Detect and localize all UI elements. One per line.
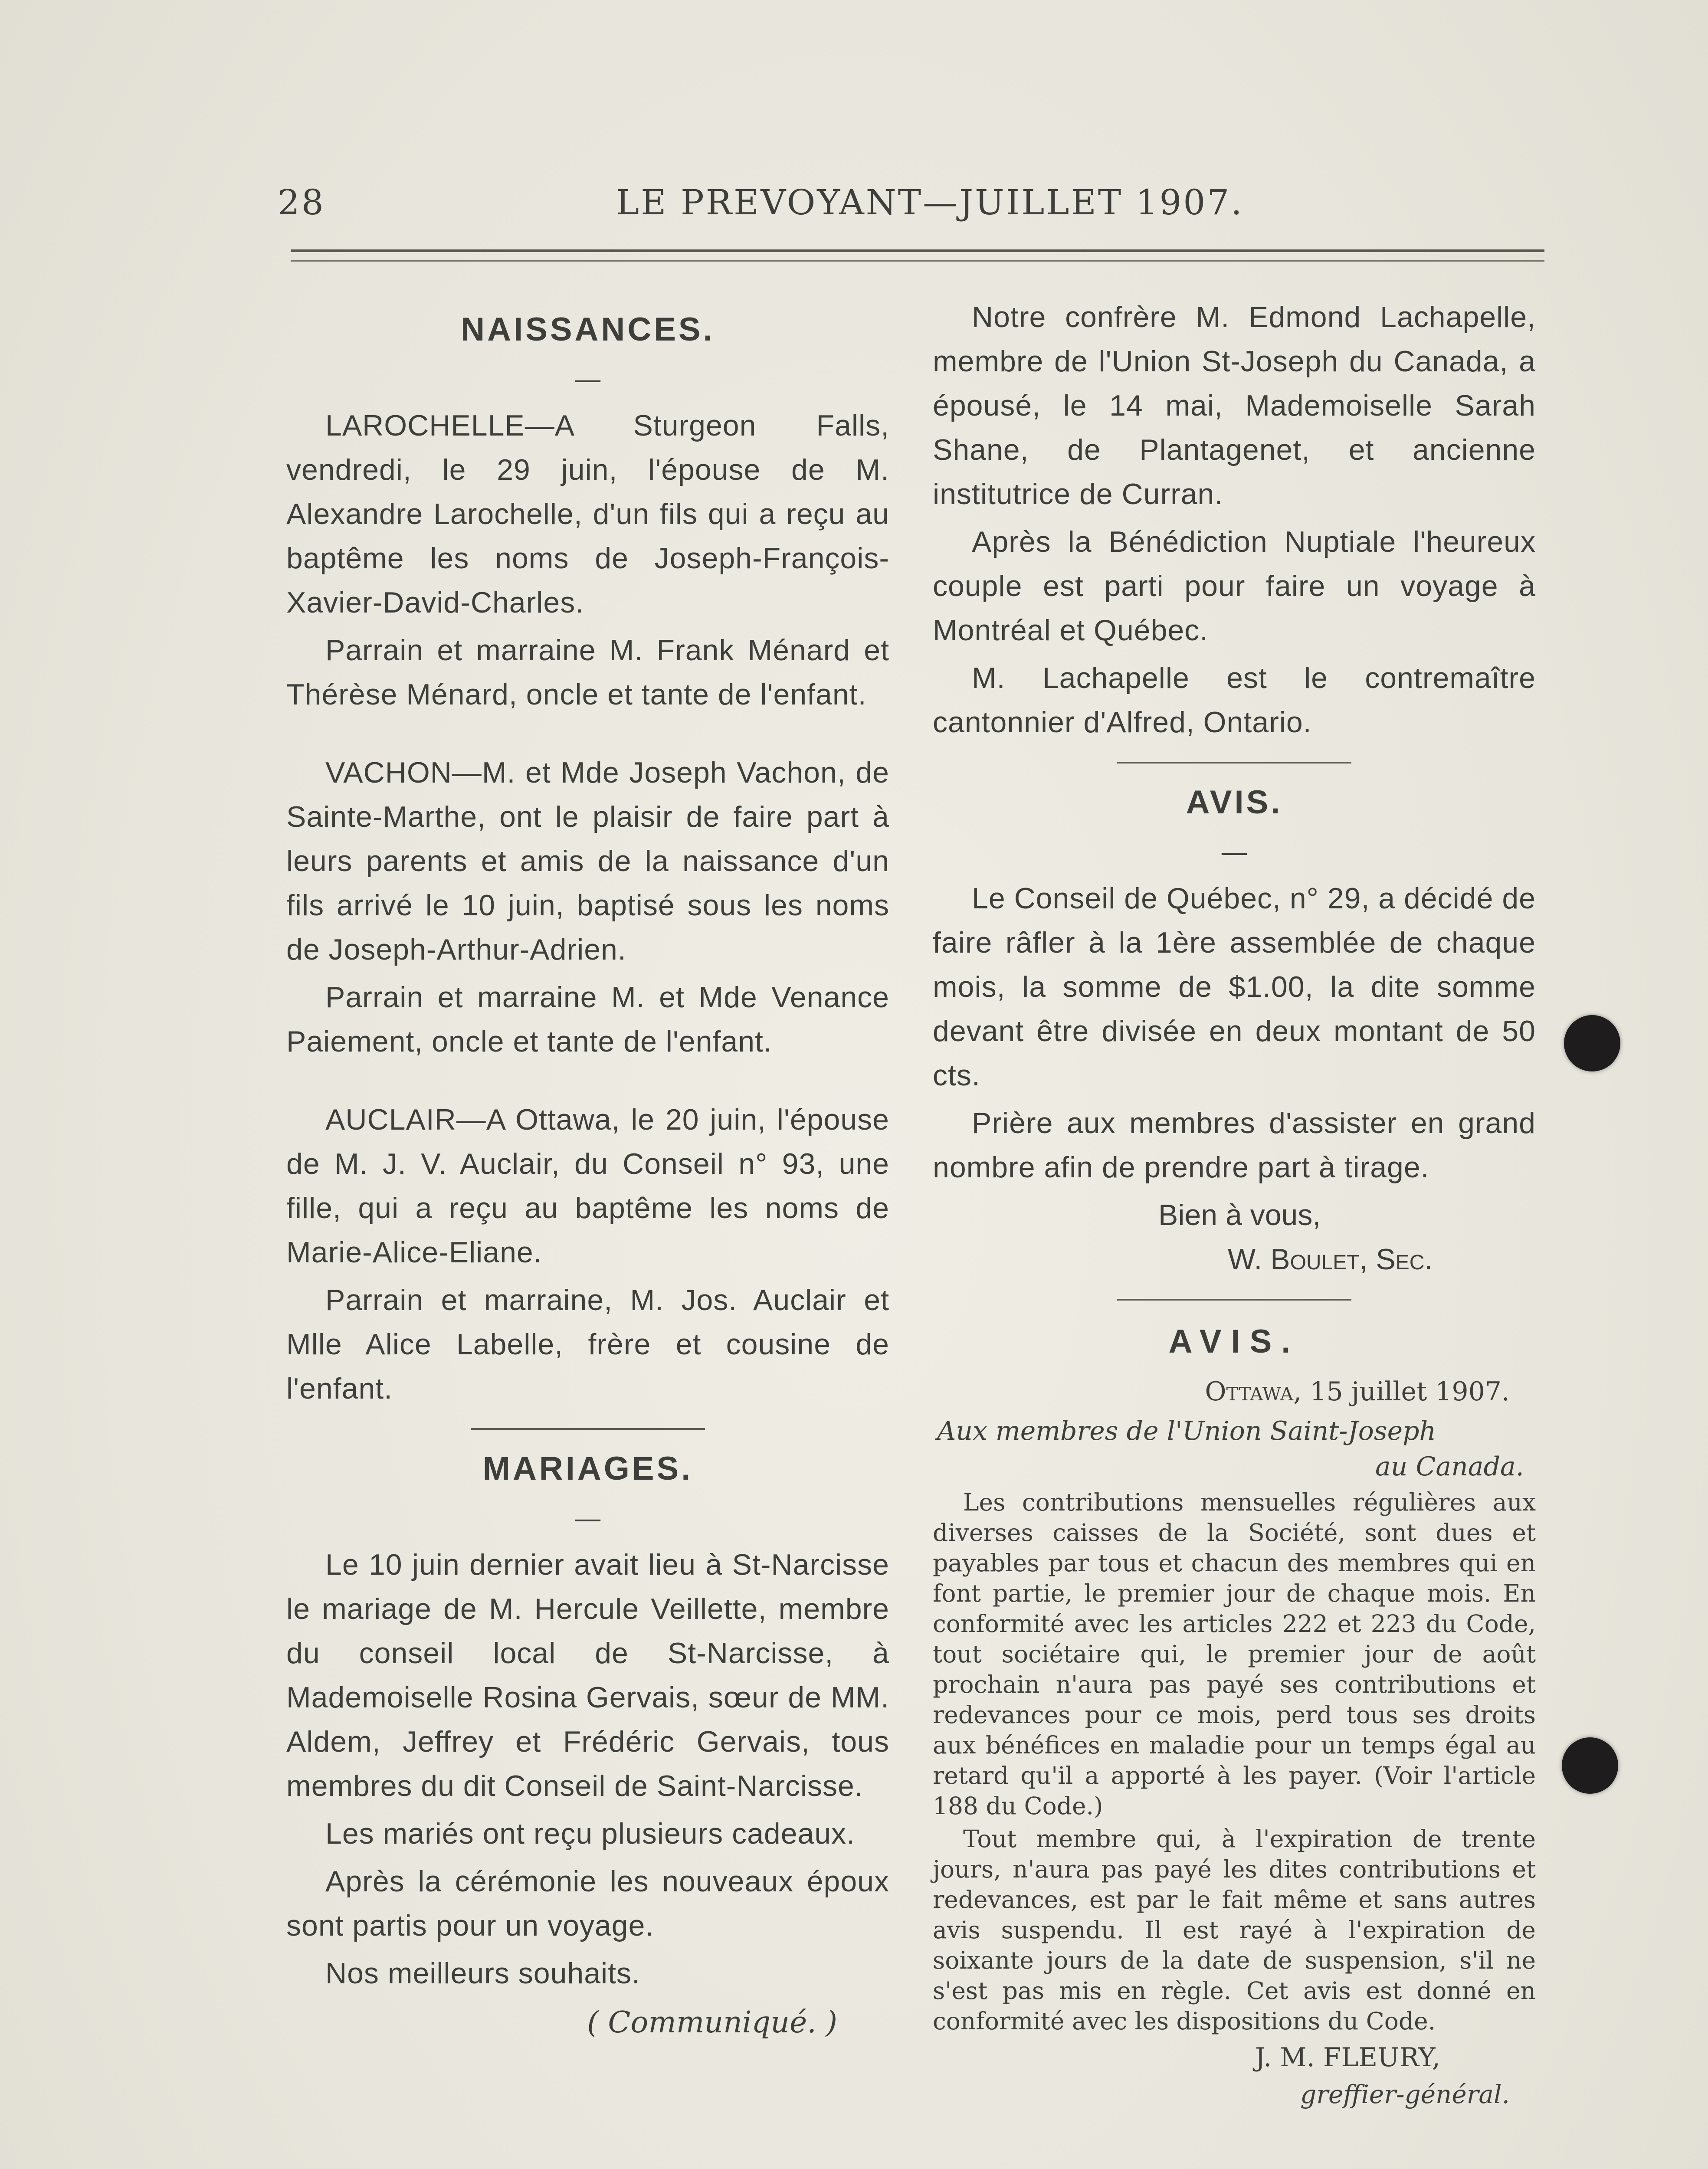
birth-notice-larochelle: LAROCHELLE—A Sturgeon Falls, vendredi, le 29 juin, l'épouse de M. Alexandre Larochelle, d'un fils qui a reçu au baptême les noms de Joseph-François-Xavier-David-Charles.: [286, 409, 889, 619]
contributions-notice: Les contributions mensuelles régulières aux diverses caisses de la Société, sont dues et payables par tous et chacun des membres qui en font partie, le premier jour de chaque mois. En conformité avec les articles 222 et 223 du Code, tout sociétaire qui, le premier jour de août prochain n'aura pas payé ses contributions et redevances pour ce mois, perd tous ses droits aux bénéfices en maladie pour un temps égal au retard qu'il a apporté à les payer. (Voir l'article 188 du Code.): [933, 1488, 1536, 1820]
binder-hole: [1562, 1737, 1618, 1794]
dateline: [933, 1370, 1536, 1413]
avis-closing: Bien à vous,: [1158, 1199, 1321, 1232]
godparents-larochelle: Parrain et marraine M. Frank Ménard et Thérèse Ménard, oncle et tante de l'enfant.: [286, 634, 889, 711]
signatory-name: J. M. FLEURY,: [1255, 2042, 1440, 2073]
wedding-notice-lachapelle: Notre confrère M. Edmond Lachapelle, membre de l'Union St-Joseph du Canada, a épousé, le 14 mai, Mademoiselle Sarah Shane, de Plantagenet, et ancienne institutrice de Curran.: [933, 301, 1536, 511]
header-rule: [291, 249, 1544, 252]
dateline-place: Ottawa,: [1205, 1376, 1302, 1407]
wedding-notice-veillette: Le 10 juin dernier avait lieu à St-Narcisse le mariage de M. Hercule Veillette, membre du conseil local de St-Narcisse, à Mademoiselle Rosina Gervais, sœur de MM. Aldem, Jeffrey et Frédéric Gervais, tous membres du dit Conseil de Saint-Narcisse.: [286, 1548, 889, 1802]
section-title-naissances: NAISSANCES.: [461, 311, 715, 348]
suspension-notice: Tout membre qui, à l'expiration de trente jours, n'aura pas payé les dites contributions et redevances, est par le fait même et sans autres avis suspendu. Il est rayé à l'expiration de soixante jours de la date de suspension, s'il ne s'est pas mis en règle. Cet avis est donné en conformité avec les dispositions du Code.: [933, 1825, 1536, 2035]
right-column: [933, 295, 1536, 2112]
section-dash: —: [1220, 836, 1248, 868]
wedding-wishes: Nos meilleurs souhaits.: [325, 1957, 640, 1990]
section-separator: [471, 1428, 705, 1430]
avis-quebec-raffle: Le Conseil de Québec, n° 29, a décidé de faire râfler à la 1ère assemblée de chaque mois, la somme de $1.00, la dite somme devant être divisée en deux montant de 50 cts.: [933, 882, 1536, 1092]
section-dash: —: [574, 1503, 602, 1535]
section-separator: [1117, 1299, 1351, 1301]
page-number: 28: [278, 182, 325, 223]
birth-notice-auclair: AUCLAIR—A Ottawa, le 20 juin, l'épouse de M. J. V. Auclair, du Conseil n° 93, une fille, qui a reçu au baptême les noms de Marie-Alice-Eliane.: [286, 1103, 889, 1269]
lachapelle-occupation: M. Lachapelle est le contremaître cantonnier d'Alfred, Ontario.: [933, 662, 1536, 739]
wedding-voyage: Après la cérémonie les nouveaux époux sont partis pour un voyage.: [286, 1865, 889, 1942]
section-title-avis: AVIS.: [1186, 784, 1283, 821]
communique-credit: ( Communiqué. ): [587, 2005, 837, 2040]
godparents-auclair: Parrain et marraine, M. Jos. Auclair et Mlle Alice Labelle, frère et cousine de l'enfant.: [286, 1284, 889, 1405]
birth-notice-vachon: VACHON—M. et Mde Joseph Vachon, de Sainte-Marthe, ont le plaisir de faire part à leurs parents et amis de la naissance d'un fils arrivé le 10 juin, baptisé sous les noms de Joseph-Arthur-Adrien.: [286, 756, 889, 966]
header-rule-thin: [291, 260, 1544, 262]
left-column: [286, 295, 889, 2047]
address-line-1: Aux membres de l'Union Saint-Joseph: [937, 1416, 1436, 1446]
page-header: [278, 182, 1553, 230]
signatory-title: greffier-général.: [1300, 2080, 1510, 2109]
godparents-vachon: Parrain et marraine M. et Mde Venance Paiement, oncle et tante de l'enfant.: [286, 981, 889, 1058]
section-title-avis-fleury: AVIS.: [1168, 1323, 1300, 1360]
avis-signature: W. Boulet, Sec.: [1228, 1243, 1433, 1276]
wedding-gifts: Les mariés ont reçu plusieurs cadeaux.: [325, 1817, 856, 1850]
section-separator: [1117, 762, 1351, 763]
section-title-mariages: MARIAGES.: [482, 1450, 693, 1487]
avis-quebec-request: Prière aux membres d'assister en grand nombre afin de prendre part à tirage.: [933, 1107, 1536, 1184]
address-line-2: au Canada.: [1375, 1451, 1524, 1482]
running-title: LE PREVOYANT—JUILLET 1907.: [616, 182, 1244, 223]
section-dash: —: [574, 364, 602, 396]
wedding-voyage-lachapelle: Après la Bénédiction Nuptiale l'heureux couple est parti pour faire un voyage à Montréal et Québec.: [933, 525, 1536, 647]
dateline-date: 15 juillet 1907.: [1310, 1376, 1510, 1407]
binder-hole: [1564, 1015, 1620, 1071]
